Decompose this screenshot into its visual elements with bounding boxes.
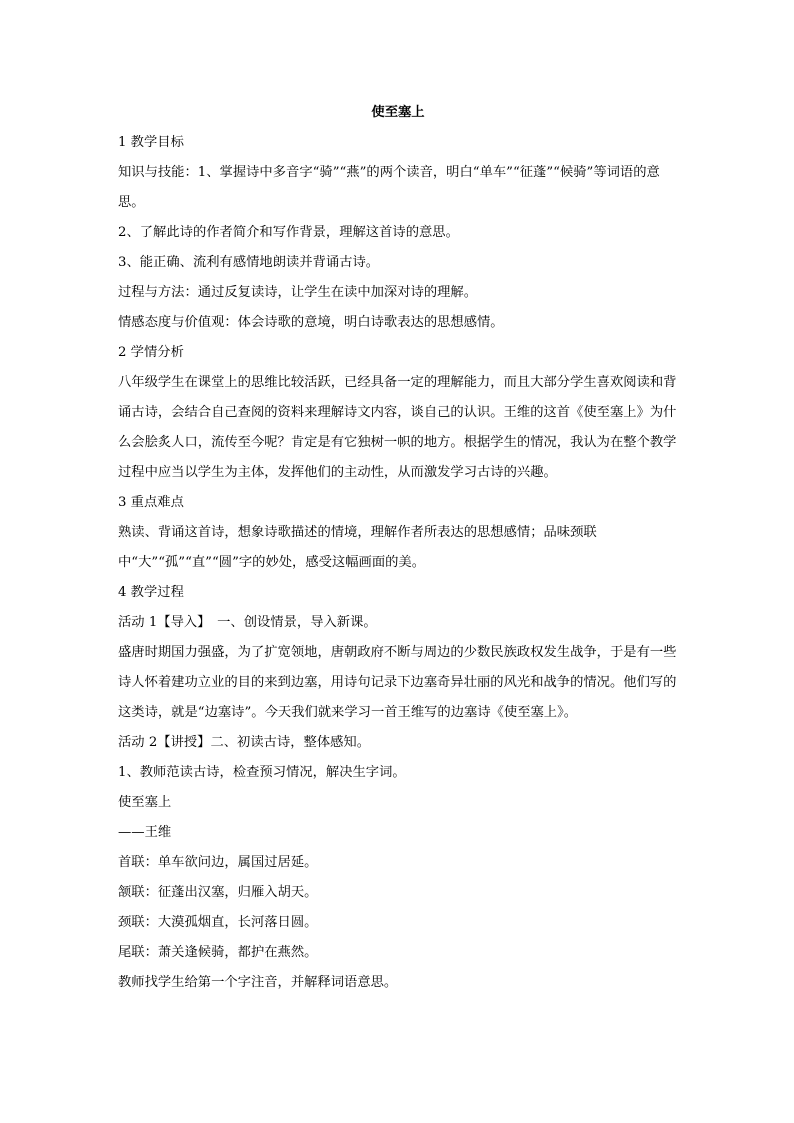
paragraph-teacher-reading: 1、教师范读古诗，检查预习情况，解决生字词。	[118, 765, 406, 780]
paragraph-objective-2: 2、了解此诗的作者简介和写作背景，理解这首诗的意思。	[118, 225, 459, 240]
poem-couplet-4: 尾联：萧关逢候骑，都护在燕然。	[118, 945, 318, 960]
poem-couplet-3: 颈联：大漠孤烟直，长河落日圆。	[118, 915, 318, 930]
poem-author: ——王维	[118, 825, 172, 840]
activity-1-heading: 活动 1【导入】 一、创设情景，导入新课。	[118, 615, 377, 630]
paragraph-phonetic-task: 教师找学生给第一个字注音，并解释词语意思。	[118, 975, 398, 990]
poem-couplet-1: 首联：单车欲问边，属国过居延。	[118, 855, 318, 870]
poem-couplet-2: 颔联：征蓬出汉塞，归雁入胡天。	[118, 885, 318, 900]
document-title: 使至塞上	[371, 105, 425, 120]
paragraph-key-points: 熟读、背诵这首诗，想象诗歌描述的情境，理解作者所表达的思想感情；品味颈联中“大”“孤”“直”“圆”字的妙处，感受这幅画面的美。	[118, 525, 597, 570]
paragraph-student-analysis: 八年级学生在课堂上的思维比较活跃，已经具备一定的理解能力，而且大部分学生喜欢阅读和背诵古诗，会结合自己查阅的资料来理解诗文内容，谈自己的认识。王维的这首《使至塞上》为什么会脍炙人口，流传至今呢？肯定是有它独树一帜的地方。根据学生的情况，我认为在整个教学过程中应当以学生为主体，发挥他们的主动性，从而激发学习古诗的兴趣。	[118, 375, 677, 480]
paragraph-introduction: 盛唐时期国力强盛，为了扩宽领地，唐朝政府不断与周边的少数民族政权发生战争，于是有一些诗人怀着建功立业的目的来到边塞，用诗句记录下边塞奇异壮丽的风光和战争的情况。他们写的这类诗，就是“边塞诗”。今天我们就来学习一首王维写的边塞诗《使至塞上》。	[118, 645, 677, 720]
paragraph-process-method: 过程与方法：通过反复读诗，让学生在读中加深对诗的理解。	[118, 285, 478, 300]
section-heading-process: 4 教学过程	[118, 585, 184, 600]
paragraph-emotion-values: 情感态度与价值观：体会诗歌的意境，明白诗歌表达的思想感情。	[118, 315, 504, 330]
section-heading-objectives: 1 教学目标	[118, 135, 184, 150]
poem-title: 使至塞上	[118, 795, 172, 810]
section-heading-analysis: 2 学情分析	[118, 345, 184, 360]
section-heading-key-points: 3 重点难点	[118, 495, 184, 510]
activity-2-heading: 活动 2【讲授】二、初读古诗，整体感知。	[118, 735, 371, 750]
paragraph-objective-3: 3、能正确、流利有感情地朗读并背诵古诗。	[118, 255, 380, 270]
paragraph-knowledge-skills: 知识与技能：1、掌握诗中多音字“骑”“燕”的两个读音，明白“单车”“征蓬”“候骑”等词语的意思。	[118, 165, 660, 210]
document-body	[118, 98, 678, 998]
